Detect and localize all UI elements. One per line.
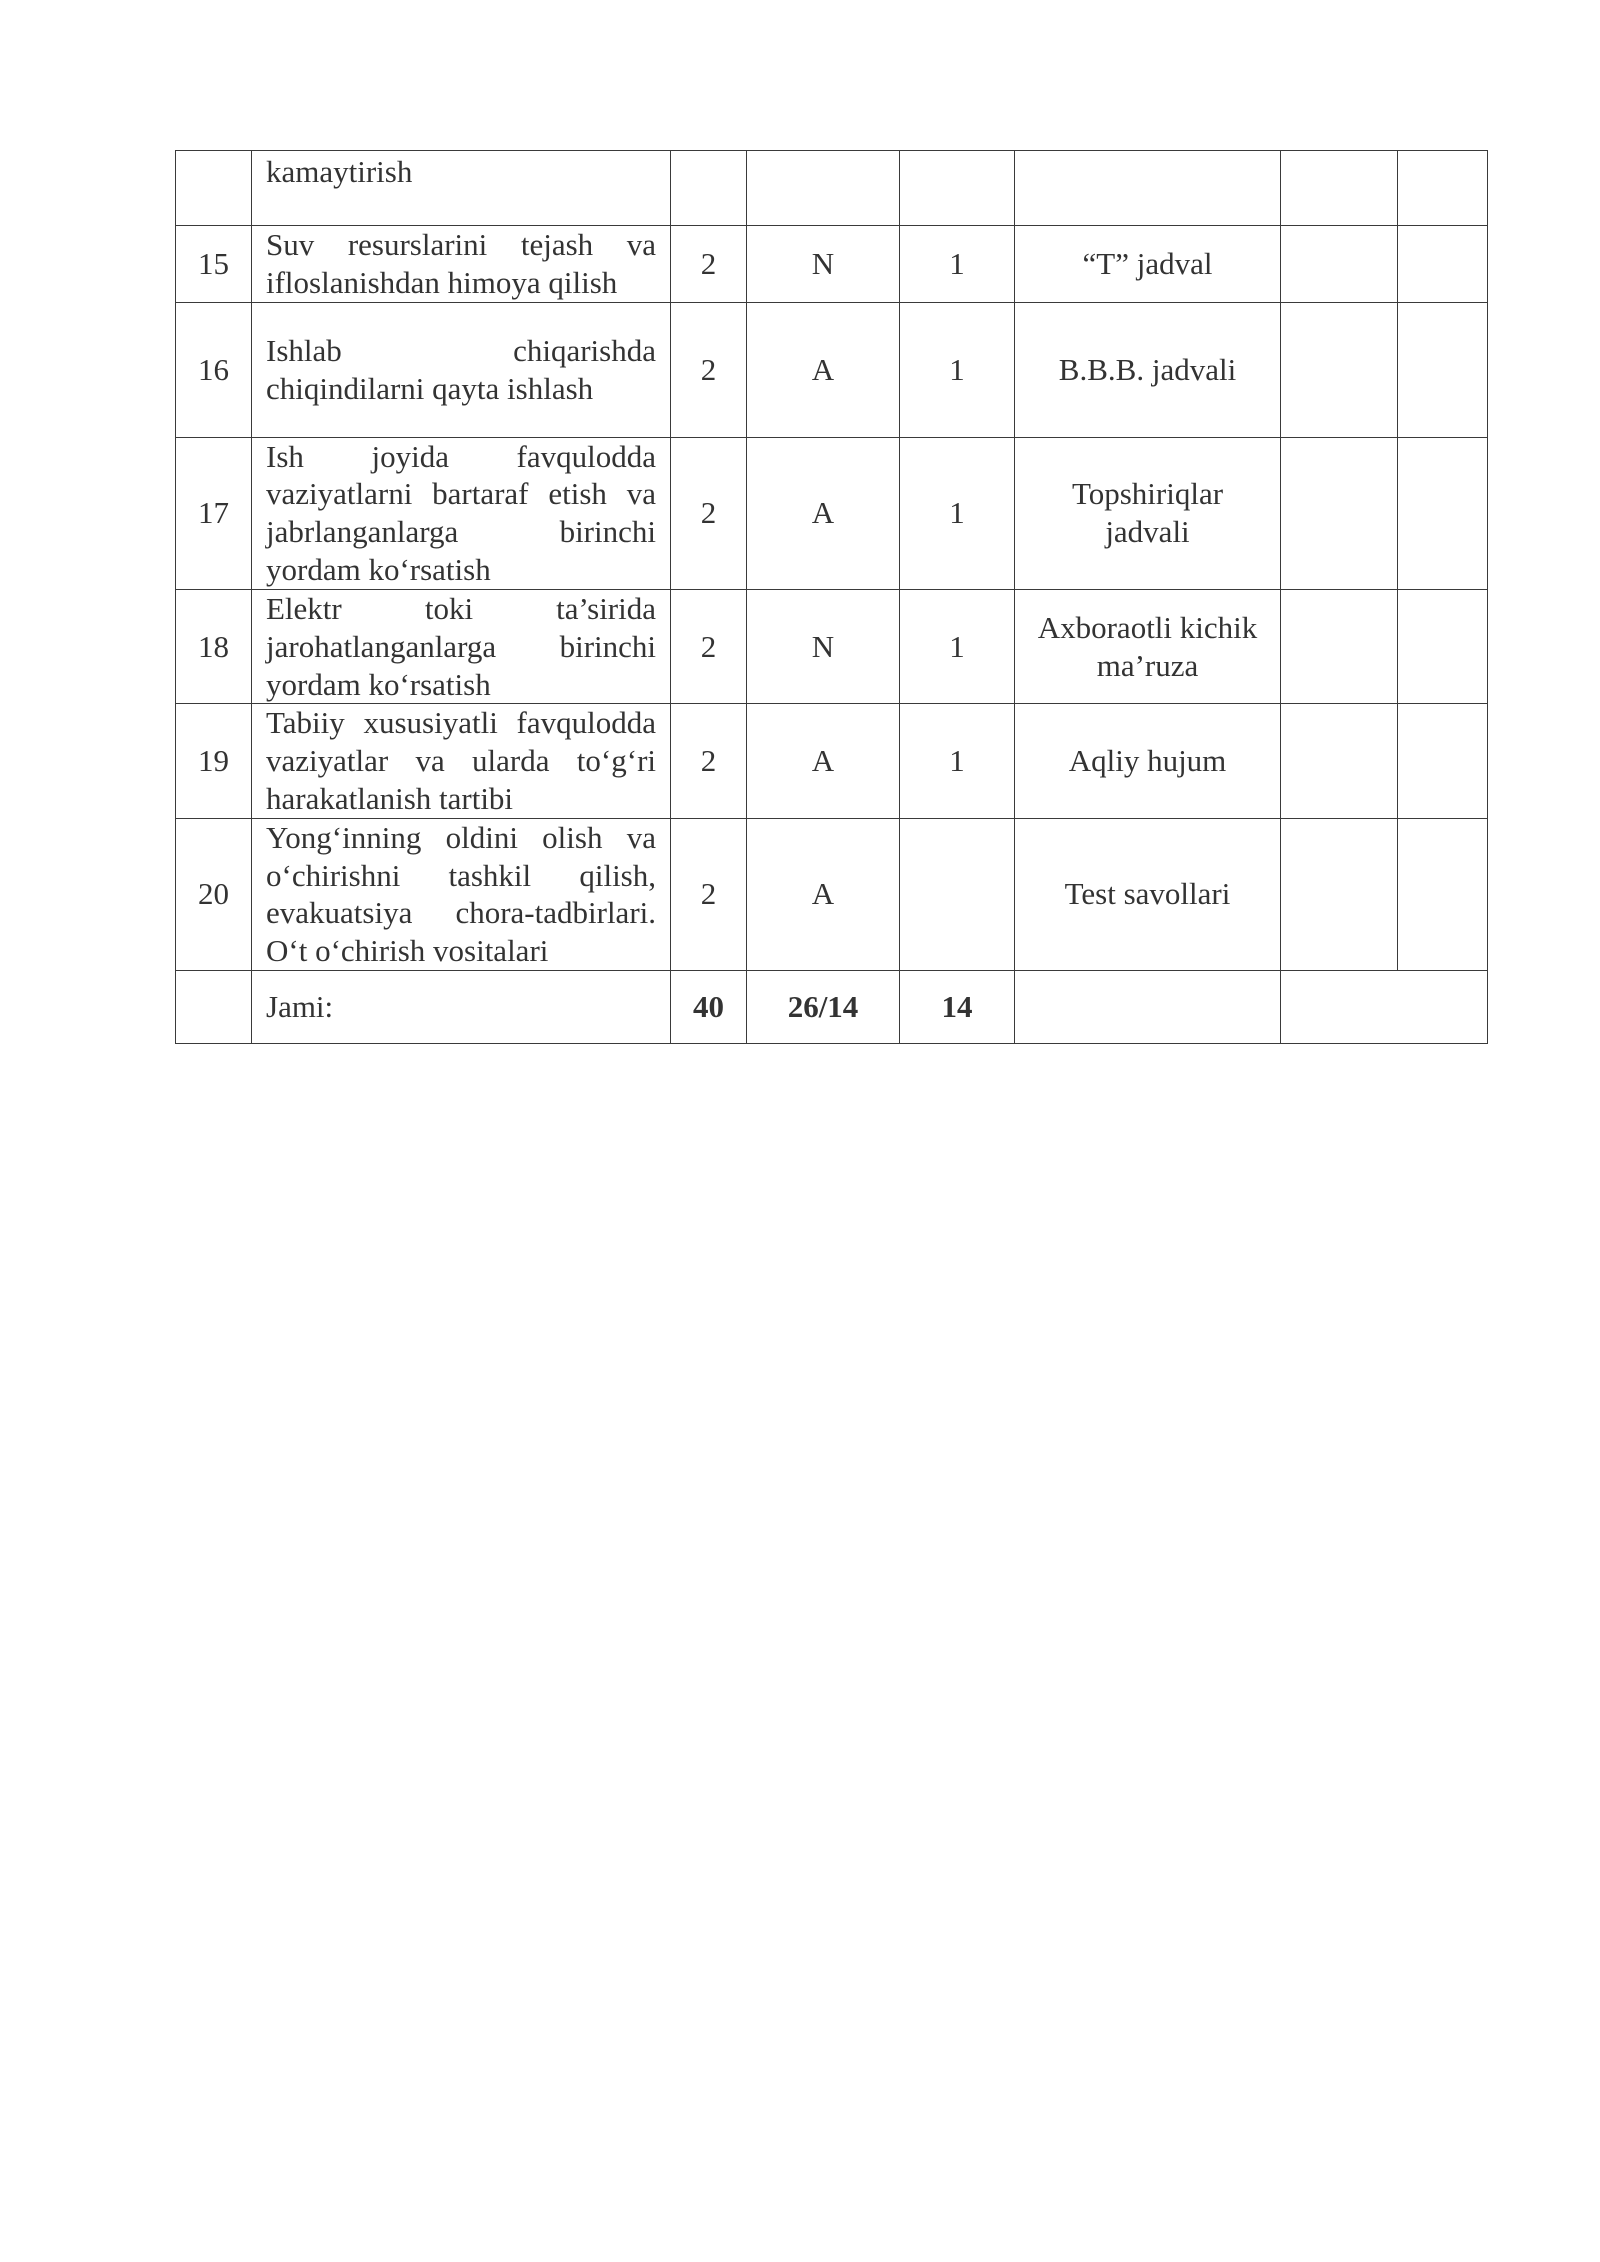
topic-cell: Ish joyida favqulodda vaziyatlarni bartaraf etish va jabrlanganlarga birinchi yordam ko‘rsatish [252,437,671,589]
table-row [176,437,1488,589]
type-cell: N [747,226,900,303]
row-number [176,151,252,226]
empty-cell [1398,704,1488,818]
empty-cell [1281,971,1488,1044]
type-cell [747,151,900,226]
extra-cell: 1 [900,302,1015,437]
method-cell: B.B.B. jadvali [1015,302,1281,437]
topic-cell: Suv resurslarini tejash va ifloslanishdan himoya qilish [252,226,671,303]
method-cell: Test savollari [1015,818,1281,970]
empty-cell [1281,437,1398,589]
row-number: 15 [176,226,252,303]
extra-cell: 1 [900,589,1015,703]
total-row [176,971,1488,1044]
method-cell: Topshiriqlar jadvali [1015,437,1281,589]
empty-cell [1281,704,1398,818]
type-cell: N [747,589,900,703]
empty-cell [176,971,252,1044]
topic-cell: kamaytirish [252,151,671,226]
topic-cell: Yong‘inning oldini olish va o‘chirishni tashkil qilish, evakuatsiya chora-tadbirlari. O‘t o‘chirish vositalari [252,818,671,970]
hours-cell: 2 [671,302,747,437]
topic-cell: Elektr toki ta’sirida jarohatlanganlarga birinchi yordam ko‘rsatish [252,589,671,703]
extra-cell [900,818,1015,970]
empty-cell [1281,589,1398,703]
table-row [176,818,1488,970]
table-row [176,302,1488,437]
total-hours: 40 [671,971,747,1044]
type-cell: A [747,302,900,437]
extra-cell: 1 [900,226,1015,303]
topic-cell: Tabiiy xususiyatli favqulodda vaziyatlar va ularda to‘g‘ri harakatlanish tartibi [252,704,671,818]
total-extra: 14 [900,971,1015,1044]
empty-cell [1398,302,1488,437]
hours-cell: 2 [671,437,747,589]
total-label: Jami: [252,971,671,1044]
lesson-plan-table [175,150,1488,1044]
hours-cell: 2 [671,589,747,703]
hours-cell: 2 [671,226,747,303]
total-type: 26/14 [747,971,900,1044]
empty-cell [1398,437,1488,589]
hours-cell: 2 [671,704,747,818]
table-row [176,704,1488,818]
method-cell [1015,151,1281,226]
empty-cell [1398,226,1488,303]
row-number: 16 [176,302,252,437]
empty-cell [1015,971,1281,1044]
hours-cell: 2 [671,818,747,970]
type-cell: A [747,437,900,589]
method-cell: Axboraotli kichik ma’ruza [1015,589,1281,703]
row-number: 18 [176,589,252,703]
extra-cell: 1 [900,704,1015,818]
hours-cell [671,151,747,226]
method-cell: Aqliy hujum [1015,704,1281,818]
empty-cell [1281,818,1398,970]
topic-cell: Ishlab chiqarishda chiqindilarni qayta ishlash [252,302,671,437]
method-cell: “T” jadval [1015,226,1281,303]
empty-cell [1281,226,1398,303]
table-row [176,589,1488,703]
type-cell: A [747,818,900,970]
row-number: 20 [176,818,252,970]
table-row [176,226,1488,303]
empty-cell [1398,589,1488,703]
empty-cell [1281,151,1398,226]
row-number: 19 [176,704,252,818]
type-cell: A [747,704,900,818]
empty-cell [1281,302,1398,437]
table-row [176,151,1488,226]
empty-cell [1398,151,1488,226]
extra-cell: 1 [900,437,1015,589]
extra-cell [900,151,1015,226]
empty-cell [1398,818,1488,970]
row-number: 17 [176,437,252,589]
